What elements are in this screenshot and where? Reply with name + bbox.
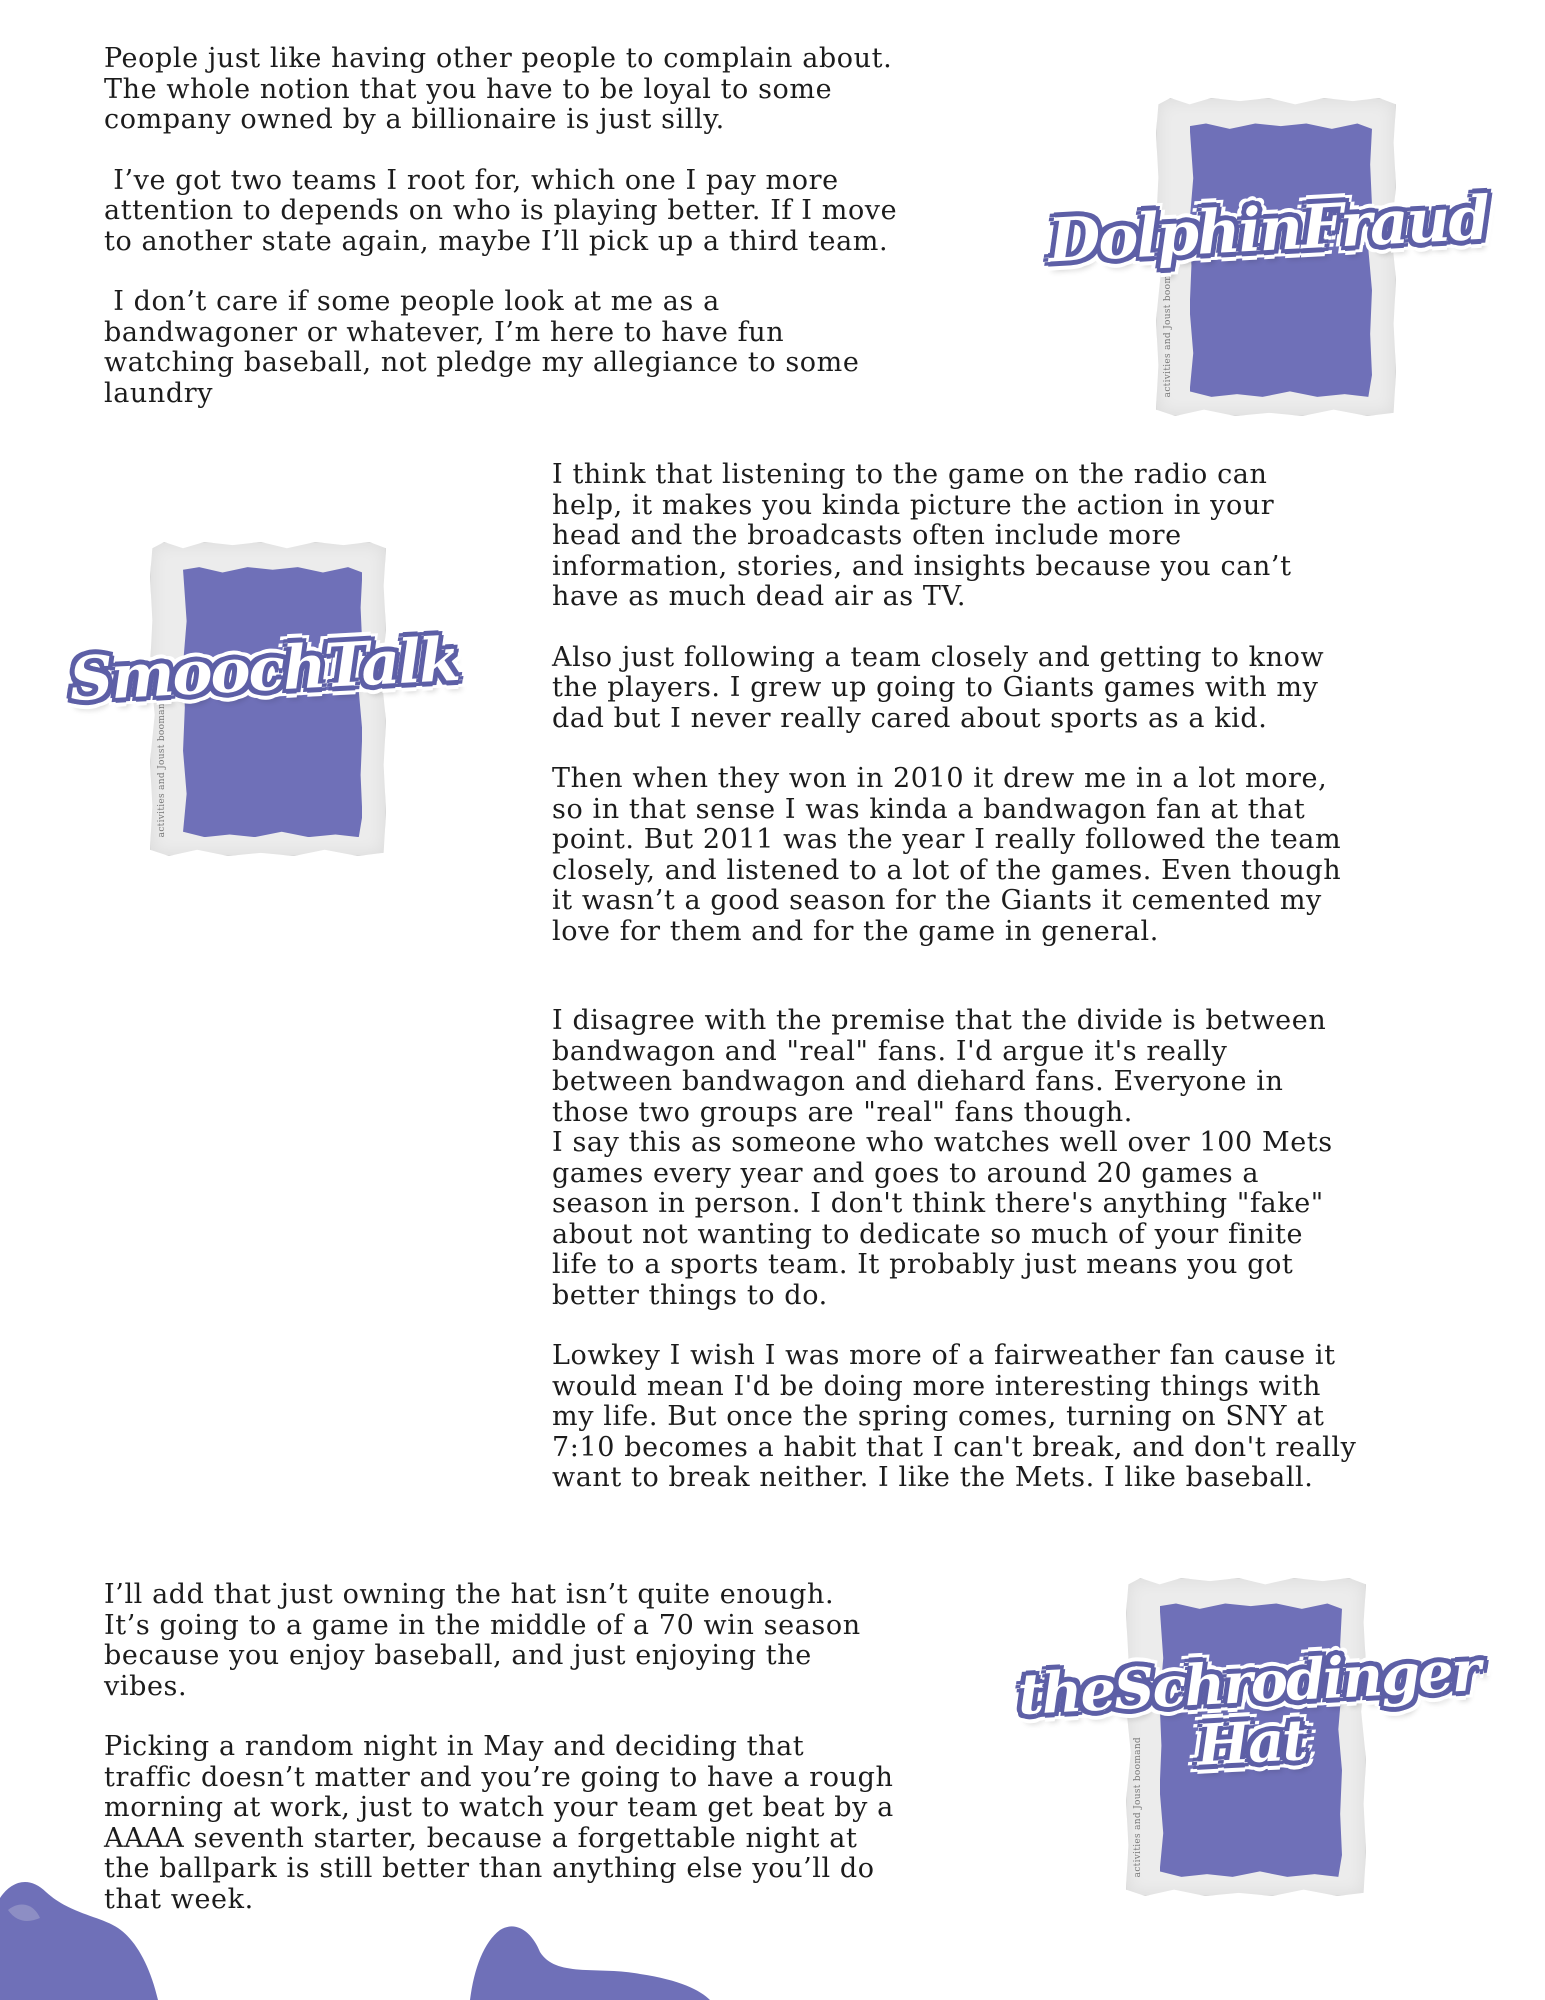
comment-mets-fan bbox=[552, 1006, 1492, 1494]
decorative-mountain-blobs bbox=[0, 1870, 1545, 2000]
comment-paragraph: I disagree with the premise that the divide is between bandwagon and "real" fans. I'd argue it's really between bandwagon and diehard fans. Everyone in those two groups are "real" fans though. bbox=[552, 1005, 1327, 1128]
comment-paragraph: I say this as someone who watches well over 100 Mets games every year and goes to around 20 games a season in person. I don't think there's anything "fake" about not wanting to dedicate so much of your finite life to a sports team. It probably just means you got better things to do. bbox=[552, 1127, 1333, 1311]
comment-paragraph: Lowkey I wish I was more of a fairweather fan cause it would mean I'd be doing more interesting things with my life. But once the spring comes, turning on SNY at 7:10 becomes a habit that I can't break, and don't really want to break neither. I like the Mets. I like baseball. bbox=[552, 1340, 1357, 1493]
blob-center bbox=[470, 1926, 710, 2000]
comment-theschrodingerhat bbox=[104, 1580, 1004, 1915]
comment-paragraph: Also just following a team closely and getting to know the players. I grew up going to Giants games with my dad but I never really cared about sports as a kid. bbox=[552, 641, 1325, 734]
comment-paragraph: I’ve got two teams I root for, which one I pay more attention to depends on who is playing better. If I move to another state again, maybe I’ll pick up a third team. bbox=[104, 164, 898, 257]
username-line-2: Hat bbox=[1195, 1707, 1308, 1779]
username-line-1: theSchrodinger bbox=[1016, 1638, 1481, 1729]
comment-paragraph: People just like having other people to complain about. The whole notion that you have to be loyal to some company owned by a billionaire is just silly. bbox=[104, 43, 893, 135]
card-edge-text: activities and Joust boomand bbox=[1163, 256, 1174, 397]
comment-paragraph: I think that listening to the game on the radio can help, it makes you kinda picture the action in your head and the broadcasts often include more information, stories, and insights because you can’t have as much dead air as TV. bbox=[552, 459, 1292, 612]
card-edge-text: activities and Joust boomand bbox=[157, 696, 168, 838]
username-sticker-dolphinfraud: DolphinFraud bbox=[1046, 183, 1490, 277]
comment-smoochtalk bbox=[552, 460, 1492, 947]
comment-paragraph: I’ll add that just owning the hat isn’t quite enough. It’s going to a game in the middle of a 70 win season because you enjoy baseball, and just enjoying the vibes. bbox=[104, 1579, 861, 1702]
card-edge-text: activities and Joust boomand bbox=[1133, 1736, 1144, 1877]
blob-left bbox=[0, 1882, 158, 2000]
comment-paragraph: Then when they won in 2010 it drew me in a lot more, so in that sense I was kinda a bandwagon fan at that point. But 2011 was the year I really followed the team closely, and listened to a lot of the games. Even though it wasn’t a good season for the Giants it cemented my love for them and for the game in general. bbox=[552, 763, 1342, 947]
comment-paragraph: Picking a random night in May and deciding that traffic doesn’t matter and you’re going to have a rough morning at work, just to watch your team get beat by a AAAA seventh starter, because a forgettable night at the ballpark is still better than anything else you’ll do that week. bbox=[104, 1731, 894, 1915]
username-sticker-theschrodingerhat bbox=[1007, 1638, 1492, 1784]
username-sticker-smoochtalk: SmoochTalk bbox=[67, 624, 461, 716]
comment-paragraph: I don’t care if some people look at me as a bandwagoner or whatever, I’m here to have fun watching baseball, not pledge my allegiance to some laundry bbox=[104, 286, 860, 409]
comment-dolphinfraud bbox=[104, 44, 1004, 409]
